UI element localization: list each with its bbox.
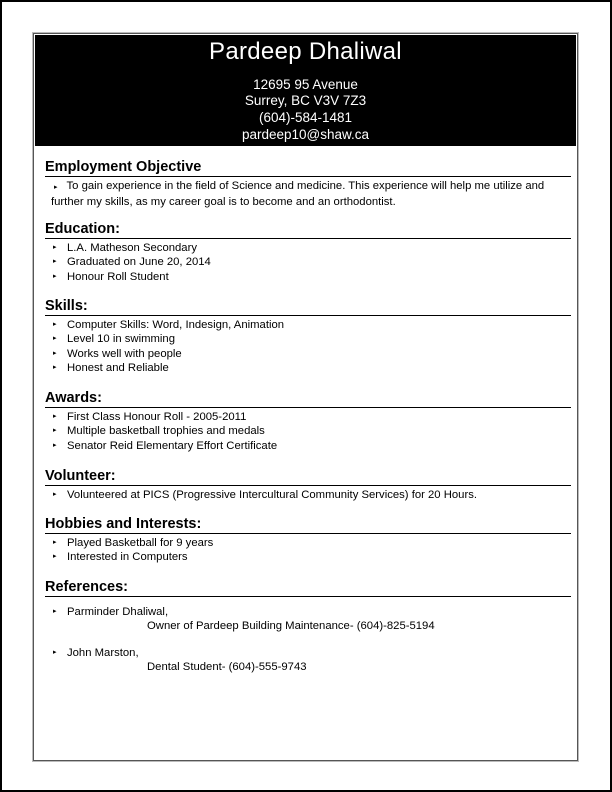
list-item [45, 424, 571, 438]
list-item [45, 332, 571, 346]
bullet-icon: ▸ [53, 244, 57, 251]
list-item-text: First Class Honour Roll - 2005-2011 [67, 411, 247, 423]
section-volunteer [45, 468, 571, 502]
bullet-icon: ▸ [53, 363, 57, 371]
list-item-text: Honest and Reliable [67, 361, 169, 374]
section-title: Education: [45, 221, 571, 239]
section-hobbies [45, 516, 571, 565]
address-line-2: Surrey, BC V3V 7Z3 [244, 93, 367, 108]
list-item [45, 536, 571, 550]
list-item-text: Interested in Computers [67, 551, 188, 564]
list-item-text: Works well with people [67, 347, 182, 360]
section-title: Skills: [45, 298, 571, 316]
section-title: Awards: [45, 390, 571, 408]
section-education [45, 221, 571, 284]
list-item [45, 361, 571, 375]
list-item-text: Multiple basketball trophies and medals [67, 425, 265, 438]
reference-name-text: Parminder Dhaliwal, [67, 606, 169, 618]
volunteer-list [45, 488, 571, 502]
reference-entry [45, 646, 571, 675]
list-item-text: Volunteered at PICS (Progressive Intercultural Community Services) for 20 Hours. [67, 489, 477, 501]
bullet-icon: ▸ [53, 539, 57, 546]
list-item-text: Computer Skills: Word, Indesign, Animation [67, 319, 285, 331]
resume-header [35, 35, 576, 146]
list-item [45, 241, 571, 255]
bullet-icon: ▸ [53, 491, 57, 498]
bullet-icon: ▸ [53, 648, 57, 656]
bullet-icon: ▸ [53, 335, 57, 343]
section-skills [45, 298, 571, 375]
list-item [45, 270, 571, 284]
section-title: Employment Objective [45, 159, 571, 177]
list-item [45, 410, 571, 424]
list-item [45, 318, 571, 332]
objective-text [45, 179, 571, 209]
bullet-icon: ▸ [53, 349, 57, 357]
bullet-icon: ▸ [53, 441, 57, 449]
hobbies-list [45, 536, 571, 565]
section-title: Volunteer: [45, 468, 571, 486]
bullet-icon: ▸ [53, 553, 57, 561]
list-item-text: Graduated on June 20, 2014 [67, 256, 211, 269]
phone-number: (604)-584-1481 [258, 110, 353, 125]
section-objective [45, 159, 571, 209]
objective-body: To gain experience in the field of Science and medicine. This experience will help me utilize and further my skills, as my career goal is to become and an orthodontist. [51, 180, 545, 208]
list-item [45, 488, 571, 502]
list-item [45, 439, 571, 453]
list-item [45, 255, 571, 269]
list-item [45, 347, 571, 361]
list-item-text: L.A. Matheson Secondary [67, 242, 197, 254]
list-item-text: Played Basketball for 9 years [67, 537, 214, 549]
section-title: References: [45, 579, 571, 597]
reference-entry [45, 605, 571, 634]
list-item-text: Level 10 in swimming [67, 333, 175, 346]
bullet-icon: ▸ [53, 258, 57, 266]
section-title: Hobbies and Interests: [45, 516, 571, 534]
bullet-icon: ▸ [53, 427, 57, 435]
reference-name-text: John Marston, [67, 646, 139, 659]
bullet-icon: ▸ [54, 184, 58, 191]
reference-detail: Dental Student- (604)-555-9743 [147, 660, 307, 673]
email-address: pardeep10@shaw.ca [241, 127, 370, 142]
candidate-name: Pardeep Dhaliwal [209, 38, 402, 65]
education-list [45, 241, 571, 284]
list-item-text: Senator Reid Elementary Effort Certificate [67, 439, 278, 452]
reference-name [45, 646, 571, 660]
skills-list [45, 318, 571, 375]
list-item-text: Honour Roll Student [67, 270, 169, 283]
address-line-1: 12695 95 Avenue [253, 77, 358, 92]
section-awards [45, 390, 571, 453]
bullet-icon: ▸ [53, 321, 57, 328]
section-references [45, 579, 571, 674]
reference-detail: Owner of Pardeep Building Maintenance- (604)-825-5194 [147, 620, 435, 633]
reference-name [45, 605, 571, 619]
awards-list [45, 410, 571, 453]
bullet-icon: ▸ [53, 413, 57, 420]
bullet-icon: ▸ [53, 272, 57, 280]
bullet-icon: ▸ [53, 608, 57, 615]
list-item [45, 550, 571, 564]
